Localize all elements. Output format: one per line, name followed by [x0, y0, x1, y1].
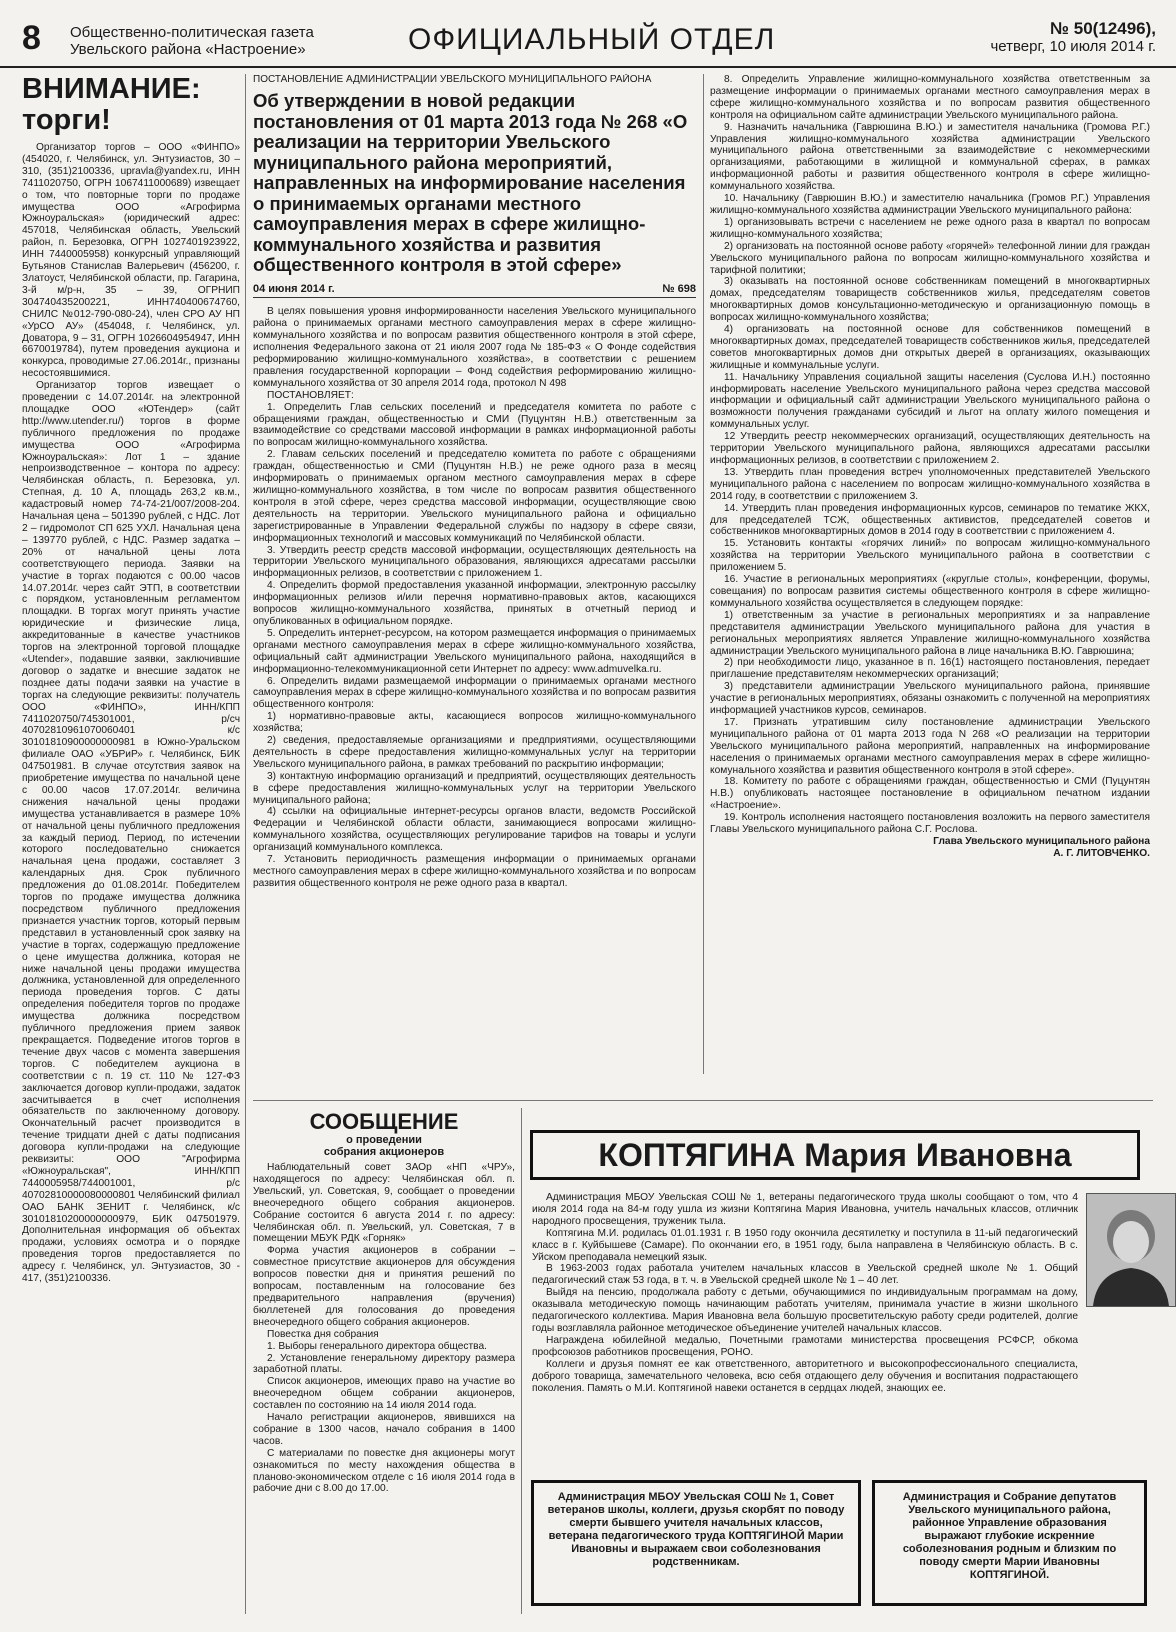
- notice-subtitle: [253, 1134, 515, 1158]
- decree-paragraph: 2. Главам сельских поселений и председателю комитета по работе с обращениями граждан, общественностью и СМИ (Пуцунтян Н.В.) не реже одного раза в месяц информировать о принимаемых органом местного самоуправления мерах в сфере жилищно-коммунального хозяйства, в том числе по вопросам развития общественного контроля в этой сфере, через средства массовой информации, осуществляющие свою деятельность на территории. Увельского муниципального района и официально зарегистрированные в Управлении Федеральной службы по надзору в сфере связи, информационных технологий и массовых коммуникаций по Челябинской области.: [253, 449, 696, 544]
- decree-paragraph: 2) сведения, предоставляемые организациями и предприятиями, осуществляющими деятельность в сфере предоставления жилищно-коммунальных услуг на территории Увельского муниципального района, в рамках требований по раскрытию информации;: [253, 735, 696, 770]
- decree-paragraph: 9. Назначить начальника (Гаврюшина В.Ю.) и заместителя начальника (Громова Р.Г.) Управления жилищно-коммунального хозяйства администрации Увельского муниципального района ответственными за взаимодействие с некоммерческими организациями, работающими в жилищной и коммунальной сферах, в рамках информационной работы и развития общественного контроля в сфере жилищно-коммунального хозяйства.: [710, 121, 1150, 193]
- notice-paragraph: Форма участия акционеров в собрании – совместное присутствие акционеров для обсуждения вопросов повестки дня и принятия решений по вопросам, поставленным на голосование без предварительного направления (вручения) бюллетеней для голосования до проведения внеочередного общего собрания акционеров.: [253, 1245, 515, 1328]
- notice-paragraph: Повестка дня собрания: [267, 1328, 379, 1340]
- condolence-text: Администрация МБОУ Увельская СОШ № 1, Совет ветеранов школы, коллеги, друзья скорбят по поводу смерти бывшего учителя начальных классов, ветерана педагогического труда КОПТЯГИНОЙ Марии Ивановны и выражаем свои соболезнования родственникам.: [547, 1491, 845, 1568]
- torgi-article: [22, 74, 240, 1610]
- obituary-name: КОПТЯГИНА Мария Ивановна: [598, 1137, 1072, 1173]
- decree-signature: [710, 836, 1150, 860]
- page-number: 8: [22, 19, 41, 57]
- issue-info: [990, 20, 1156, 55]
- decree-paragraph: 13. Утвердить план проведения встреч уполномоченных представителей Увельского муниципального района с населением по вопросам жилищно-коммунального хозяйства в 2014 году, в соответствии с приложением 3.: [710, 466, 1150, 502]
- column-divider: [521, 1108, 522, 1614]
- decree-number: № 698: [662, 282, 696, 295]
- decree-paragraph: 15. Установить контакты «горячих линий» по вопросам жилищно-коммунального хозяйства на территории Увельского муниципального района в соответствии с приложением 5.: [710, 538, 1150, 574]
- torgi-paragraph: Организатор торгов – ООО «ФИНПО» (454020, г. Челябинск, ул. Энтузиастов, 30 – 310, (351)2100336, upravla@yandex.ru, ИНН 7411020750, ОГРН 1067411000689) извещает о том, что повторные торги по продаже имущества ООО «Агрофирма Южноуральская» (юридический адрес: 457018, Челябинская область, Увельский район, п. Березовка, ОГРН 1027401923922, ИНН 7440005958) конкурсный управляющий Бутьянов Станислав Валерьевич (456200, г. Златоуст, Челябинской области, пр. Гагарина, 3-й м/р-н, 35 – 39, ОГРНИП 304740435200221, ИНН740400674760, СНИЛС №012-790-080-24), член СРО АУ НП «УрСО АУ» (454048, г. Челябинск, ул. Доватора, 9 – 31, ОГРН 1026604954947, ИНН 6670019784), путем проведения аукциона и конкурса, проводимые 27.06.2014г., признаны несостоявшимися.: [22, 142, 240, 380]
- notice-subtitle-line2: собрания акционеров: [323, 1146, 445, 1158]
- notice-paragraph: Список акционеров, имеющих право на участие во внеочередном общем собрании акционеров, составлен по состоянию на 14 июля 2014 года.: [253, 1376, 515, 1412]
- decree-paragraph: 6. Определить видами размещаемой информации о принимаемых органами местного самоуправления мерах в сфере жилищно-коммунального хозяйства и по вопросам развития общественного контроля:: [253, 675, 696, 711]
- notice-subtitle-line1: о проведении: [346, 1134, 422, 1146]
- condolence-box-administration: [872, 1480, 1147, 1606]
- decree-paragraph: 3) представители администрации Увельского муниципального района, принявшие участие в региональных мероприятиях, обязаны ознакомить с полученной на мероприятиях информацией участников курсов, семинаров.: [710, 681, 1150, 717]
- portrait-photo: [1086, 1193, 1176, 1307]
- decree-paragraph: 12 Утвердить реестр некоммерческих организаций, осуществляющих деятельность на территории Увельского муниципального района, являющихся адресатами рассылки информационных релизов, в соответствии с приложением 2.: [710, 431, 1150, 466]
- decree-paragraph: 3) контактную информацию организаций и предприятий, осуществляющих деятельность в сфере предоставления жилищно-коммунальных услуг на территории Увельского муниципального района;: [253, 770, 696, 806]
- decree-paragraph: 17. Признать утратившим силу постановление администрации Увельского муниципального района от 01 марта 2013 года N 268 «О реализации на территории Увельского муниципального района мероприятий, направленных на информирование населения о принимаемых органами местного самоуправления мерах в сфере жилищно-комунального хозяйства и развития общественного контроля в этой сфере».: [710, 716, 1150, 776]
- paper-name-line2: Увельского района «Настроение»: [70, 41, 306, 58]
- issue-number: № 50(12496),: [1050, 19, 1156, 38]
- notice-paragraph: 1. Выборы генерального директора общества.: [267, 1340, 487, 1352]
- obituary-paragraph: Коллеги и друзья помнят ее как ответственного, авторитетного и высокопрофессионального специалиста, доброго товарища, замечательного человека, всю себя отдающего делу обучения и воспитания подрастающего поколения. Память о М.И. Коптягиной навеки останется в сердцах людей, знающих ее.: [532, 1358, 1078, 1394]
- paper-name-line1: Общественно-политическая газета: [70, 24, 314, 41]
- signature-name: А. Г. ЛИТОВЧЕНКО.: [1053, 847, 1150, 859]
- decree-paragraph: 4. Определить формой предоставления указанной информации, электронную рассылку информационных релизов и/или перечня нормативно-правовых актов, касающихся вопросов жилищно-коммунального хозяйства, принятых в отчетный период и опубликованных в официальном порядке.: [253, 580, 696, 627]
- decree-date: 04 июня 2014 г.: [253, 282, 335, 295]
- decree-dateline: [253, 284, 696, 299]
- issue-date: четверг, 10 июля 2014 г.: [990, 38, 1156, 55]
- section-title: ОФИЦИАЛЬНЫЙ ОТДЕЛ: [408, 23, 776, 56]
- torgi-title: [22, 74, 240, 136]
- decree-paragraph: 1) организовывать встречи с населением не реже одного раза в квартал по вопросам жилищно-коммунального хозяйства;: [710, 216, 1150, 240]
- decree-paragraph: 1) ответственным за участие в региональных мероприятиях и за направление представителя администрации Увельского муниципального района для участия в региональных мероприятиях является Управление жилищно-коммунального хозяйства администрации Увельского муниципального района в лице начальника В.Ю. Гаврюшина;: [710, 609, 1150, 657]
- notice-paragraph: Начало регистрации акционеров, явившихся на собрание в 1300 часов, начало собрания в 1400 часов.: [253, 1412, 515, 1447]
- condolence-box-school: [531, 1480, 861, 1606]
- decree-paragraph: 3) оказывать на постоянной основе собственникам помещений в многоквартирных домах, председателям товариществ собственников жилья, председателям советов многоквартирных домов консультационно-методическую и организационную помощь в вопросах жилищно-коммунального хозяйства;: [710, 276, 1150, 324]
- decree-paragraph: 1) нормативно-правовые акты, касающиеся вопросов жилищно-коммунального хозяйства;: [253, 711, 696, 735]
- notice-paragraph: Наблюдательный совет ЗАОр «НП «ЧРУ», находящегося по адресу: Челябинская обл. п. Увельский, ул. Советская, 9, сообщает о проведении внеочередного общего собрания акционеров. Собрание состоится 6 августа 2014 г. по адресу: Челябинская обл. п. Увельский, ул. Советская, 7 в помещении МБУК РДК «Горняк»: [253, 1162, 515, 1245]
- decree-title: Об утверждении в новой редакции постановления от 01 марта 2013 года № 268 «О реализации на территории Увельского муниципального района мероприятий, направленных на информирование населения о принимаемых органами местного самоуправления мерах в сфере жилищно-коммунального хозяйства и развития общественного контроля в этой сфере»: [253, 90, 688, 275]
- decree-paragraph: 5. Определить интернет-ресурсом, на котором размещается информация о принимаемых органами местного самоуправления мерах в сфере жилищно-коммунального хозяйства, официальный сайт администрации Увельского муниципального района, находящийся в информационно-телекоммуникационной сети Интернет по адресу: www.admuvelka.ru.: [253, 627, 696, 675]
- decree-paragraph: 19. Контроль исполнения настоящего постановления возложить на первого заместителя Главы Увельского муниципального района С.Г. Рослова.: [710, 812, 1150, 836]
- decree-paragraph: 7. Установить периодичность размещения информации о принимаемых органами местного самоуправления мерах в сфере жилищно-коммунального хозяйства и по вопросам развития общественного контроля не реже одного раза в квартал.: [253, 854, 696, 889]
- notice-title: СООБЩЕНИЕ: [309, 1110, 459, 1134]
- paper-name: [70, 24, 314, 58]
- decree-paragraph: 2) организовать на постоянной основе работу «горячей» телефонной линии для граждан Увельского муниципального района по вопросам жилищно-коммунального хозяйства и тарифной политики;: [710, 240, 1150, 276]
- decree-paragraph: 10. Начальнику (Гаврюшин В.Ю.) и заместителю начальника (Громов Р.Г.) Управления жилищно-коммунального хозяйства администрации Увельского муниципального района:: [710, 193, 1150, 216]
- signature-title: Глава Увельского муниципального района: [933, 836, 1150, 847]
- decree-paragraph: 16. Участие в региональных мероприятиях («круглые столы», конференции, форумы, совещания) по вопросам развития системы общественного контроля в сфере жилищно-коммунального хозяйства осуществляется в следующем порядке:: [710, 574, 1150, 609]
- obituary-paragraph: Коптягина М.И. родилась 01.01.1931 г. В 1950 году окончила десятилетку и поступила в 11-ый педагогический класс в г. Куйбышеве (Самаре). По окончании его, в 1951 году, была направлена в Челябинскую область. В с. Уйском преподавала немецкий язык.: [532, 1227, 1078, 1263]
- decree-paragraph: 3. Утвердить реестр средств массовой информации, осуществляющих деятельность на территории Увельского муниципального образования, являющихся адресатами рассылки информационных релизов, в соответствии с приложением 1.: [253, 544, 696, 580]
- decree-paragraph: 18. Комитету по работе с обращениями граждан, общественностью и СМИ (Пуцунтян Н.В.) опубликовать настоящее постановление в официальном печатном издании «Настроение».: [710, 776, 1150, 812]
- decree-paragraph: 11. Начальнику Управления социальной защиты населения (Суслова И.Н.) постоянно информировать население Увельского муниципального района через средства массовой информации и официальный сайт администрации Увельского муниципального района о возможности получения гражданами субсидий и льгот на оплату жилого помещения и коммунальных услуг.: [710, 371, 1150, 431]
- portrait-image: [1087, 1194, 1175, 1306]
- decree-paragraph: 2) при необходимости лицо, указанное в п. 16(1) настоящего постановления, передает приглашение представителям некоммерческих организаций;: [710, 657, 1150, 681]
- obituary-paragraph: Администрация МБОУ Увельская СОШ № 1, ветераны педагогического труда школы сообщают о том, что 4 июля 2014 года на 84-м году ушла из жизни Коптягина Мария Ивановна, учитель начальных классов, отличник народного просвещения, труженик тыла.: [532, 1192, 1078, 1227]
- notice-paragraph: С материалами по повестке дня акционеры могут ознакомиться по месту нахождения общества в планово-экономическом отделе с 16 июля 2014 года в рабочие дни с 8.00 до 17.00.: [253, 1447, 515, 1495]
- torgi-title-line1: ВНИМАНИЕ:: [22, 74, 201, 105]
- obituary-name-box: [530, 1130, 1140, 1180]
- column-divider: [245, 74, 246, 1614]
- obituary-paragraph: В 1963-2003 годах работала учителем начальных классов в Увельской средней школе № 1. Общий педагогический стаж 53 года, в т. ч. в Увельской средней школе № 1 – 40 лет.: [532, 1263, 1078, 1287]
- column-divider: [703, 74, 704, 1074]
- torgi-title-line2: торги!: [22, 104, 111, 136]
- obituary-text: [532, 1192, 1078, 1432]
- decree-paragraph: 4) ссылки на официальные интернет-ресурсы органов власти, ведомств Российской Федерации и Челябинской области области, занимающиеся вопросами жилищно-коммунального хозяйства, осуществляющих регулирование тарифов на товары и услуги организаций коммунального комплекса.: [253, 806, 696, 854]
- obituary-paragraph: Выйдя на пенсию, продолжала работу с детьми, обучающимися по индивидуальным программам на дому, оказывала методическую помощь начинающим работать учителям, принимала участие в жизни школьного педагогического коллектива. Мария Ивановна вела большую просветительскую работу среди родителей, долгие годы возглавляла районное методическое объединение учителей начальных классов.: [532, 1287, 1078, 1334]
- decree-paragraph: 4) организовать на постоянной основе для собственников помещений в многоквартирных домах, председателей товариществ собственников жилья, председателей советов многоквартирных домов дни открытых дверей в организациях, оказывающих жилищные и коммунальные услуги.: [710, 324, 1150, 371]
- decree-kicker: ПОСТАНОВЛЕНИЕ АДМИНИСТРАЦИИ УВЕЛЬСКОГО МУНИЦИПАЛЬНОГО РАЙОНА: [253, 74, 652, 85]
- page-header: [0, 18, 1176, 68]
- decree-paragraph: ПОСТАНОВЛЯЕТ:: [267, 389, 354, 401]
- decree-right-column: [710, 74, 1150, 1080]
- condolence-text: Администрация и Собрание депутатов Увельского муниципального района, районное Управление образования выражают глубокие искренние соболезнования родным и близким по поводу смерти Марии Ивановны КОПТЯГИНОЙ.: [902, 1491, 1117, 1581]
- decree-paragraph: 8. Определить Управление жилищно-коммунального хозяйства ответственным за размещение информации о принимаемых органами местного самоуправления мерах в сфере жилищно-коммунального хозяйства и по вопросам развития общественного контроля на официальном сайте администрации Увельского муниципального района.: [710, 74, 1150, 121]
- shareholders-notice: [253, 1110, 515, 1610]
- decree-paragraph: 1. Определить Глав сельских поселений и председателя комитета по работе с обращениями граждан, общественностью и СМИ (Пуцунтян Н.В.) ответственным за взаимодействие со средствами массовой информации в рамках информационной работы по вопросам жилищно-коммунального хозяйства.: [253, 401, 696, 449]
- torgi-paragraph: Организатор торгов извещает о проведении с 14.07.2014г. на электронной площадке ООО «ЮТендер» (сайт http://www.utender.ru/) торгов в форме публичного предложения по продаже имущества ООО «Агрофирма Южноуральская»: Лот 1 – здание непроизводственное – контора по адресу: Челябинская область, п. Березовка, ул. Степная, д. 10 А, площадь 263,2 кв.м., кадастровый номер 74-74-21/007/2008-204. Начальная цена – 501390 рублей, с НДС. Лот 2 – гидромолот СП 625 УХЛ. Начальная цена – 139770 рублей, с НДС. Размер задатка – 20% от начальной цены лота соответствующего периода. Заявки на участие в торгах подаются с 00.00 часов 14.07.2014г. через сайт ЭТП, в соответствии с порядком, установленным регламентом площадки. В торгах могут принять участие юридические и физические лица, аккредитованные в качестве участников торгов на электронной торговой площадке «Utender», подавшие заявки, заключившие договор о задатке и внесшие задаток не позднее даты подачи заявки на участие в торгах на следующие реквизиты: получатель ООО «ФИНПО», ИНН/КПП 7411020750/745301001, р/сч 40702810961070060401 к/с 30101810900000000981 в Южно-Уральском филиале ОАО «УБРиР» г. Челябинск, БИК 047501981. В случае отсутствия заявок на приобретение имущества по начальной цене с 00.00 часов 17.07.2014г. величина снижения начальной цены продажи имущества устанавливается в размере 10% от начальной цены публичного предложения за каждый период. Период, по истечении которого последовательно снижается начальная цена продажи, составляет 3 календарных дня. Срок публичного предложения до 01.08.2014г. Победителем торгов по продаже имущества должника посредством публичного предложения признается участник торгов, который первым представил в установленный срок заявку на участие в торгах, содержащую предложение о цене имущества должника, которая не ниже начальной цены продажи имущества должника, установленной для определенного периода проведения торгов. С даты определения победителя торгов по продаже имущества должника посредством публичного предложения прием заявок прекращается. Подведение итогов торгов в течение двух часов с момента завершения торгов. С победителем аукциона в соответствии с п. 19 ст. 110 № 127-ФЗ заключается договор купли-продажи, задаток засчитывается в счет исполнения обязательств по заключенному договору. Окончательный расчет производится в течение тридцати дней с даты подписания договора купли-продажи на следующие реквизиты: ООО "Агрофирма «Южноуральская", ИНН/КПП 7440005958/744001001, р/с 40702810000080000801 Челябинский филиал ОАО БАНК ЗЕНИТ г. Челябинск, к/с 30101810200000000979, БИК 047501979. Дополнительная информация об объектах продажи, условиях осмотра и о порядке проведения торгов предоставляется по адресу г. Челябинск, ул. Энтузиастов, 30 - 417, (351)2100336.: [22, 380, 240, 1285]
- obituary-paragraph: Награждена юбилейной медалью, Почетными грамотами министерства просвещения РСФСР, обкома профсоюзов работников просвещения, РОНО.: [532, 1334, 1078, 1358]
- decree-left-column: [253, 74, 696, 1084]
- section-divider: [253, 1100, 1153, 1101]
- decree-paragraph: 14. Утвердить план проведения информационных курсов, семинаров по тематике ЖКХ, для председателей ТСЖ, общественных активистов, председателей советов и собственников многоквартирных домов в 2014 году в соответствии с приложением 4.: [710, 502, 1150, 538]
- notice-paragraph: 2. Установление генеральному директору размера заработной платы.: [253, 1352, 515, 1376]
- decree-paragraph: В целях повышения уровня информированности населения Увельского муниципального района о принимаемых органами местного самоуправления мерах в сфере жилищно-коммунального хозяйства и по вопросам развития общественного контроля в этой сфере, исполнения Федерального закона от 21 июля 2007 года № 185-ФЗ « О Фонде содействия реформированию жилищно-коммунального хозяйства», в соответствии с решением правления государственной корпорации – Фонд содействия реформированию жилищно-коммунального хозяйства от 30 апреля 2014 года, протокол N 498: [253, 306, 696, 389]
